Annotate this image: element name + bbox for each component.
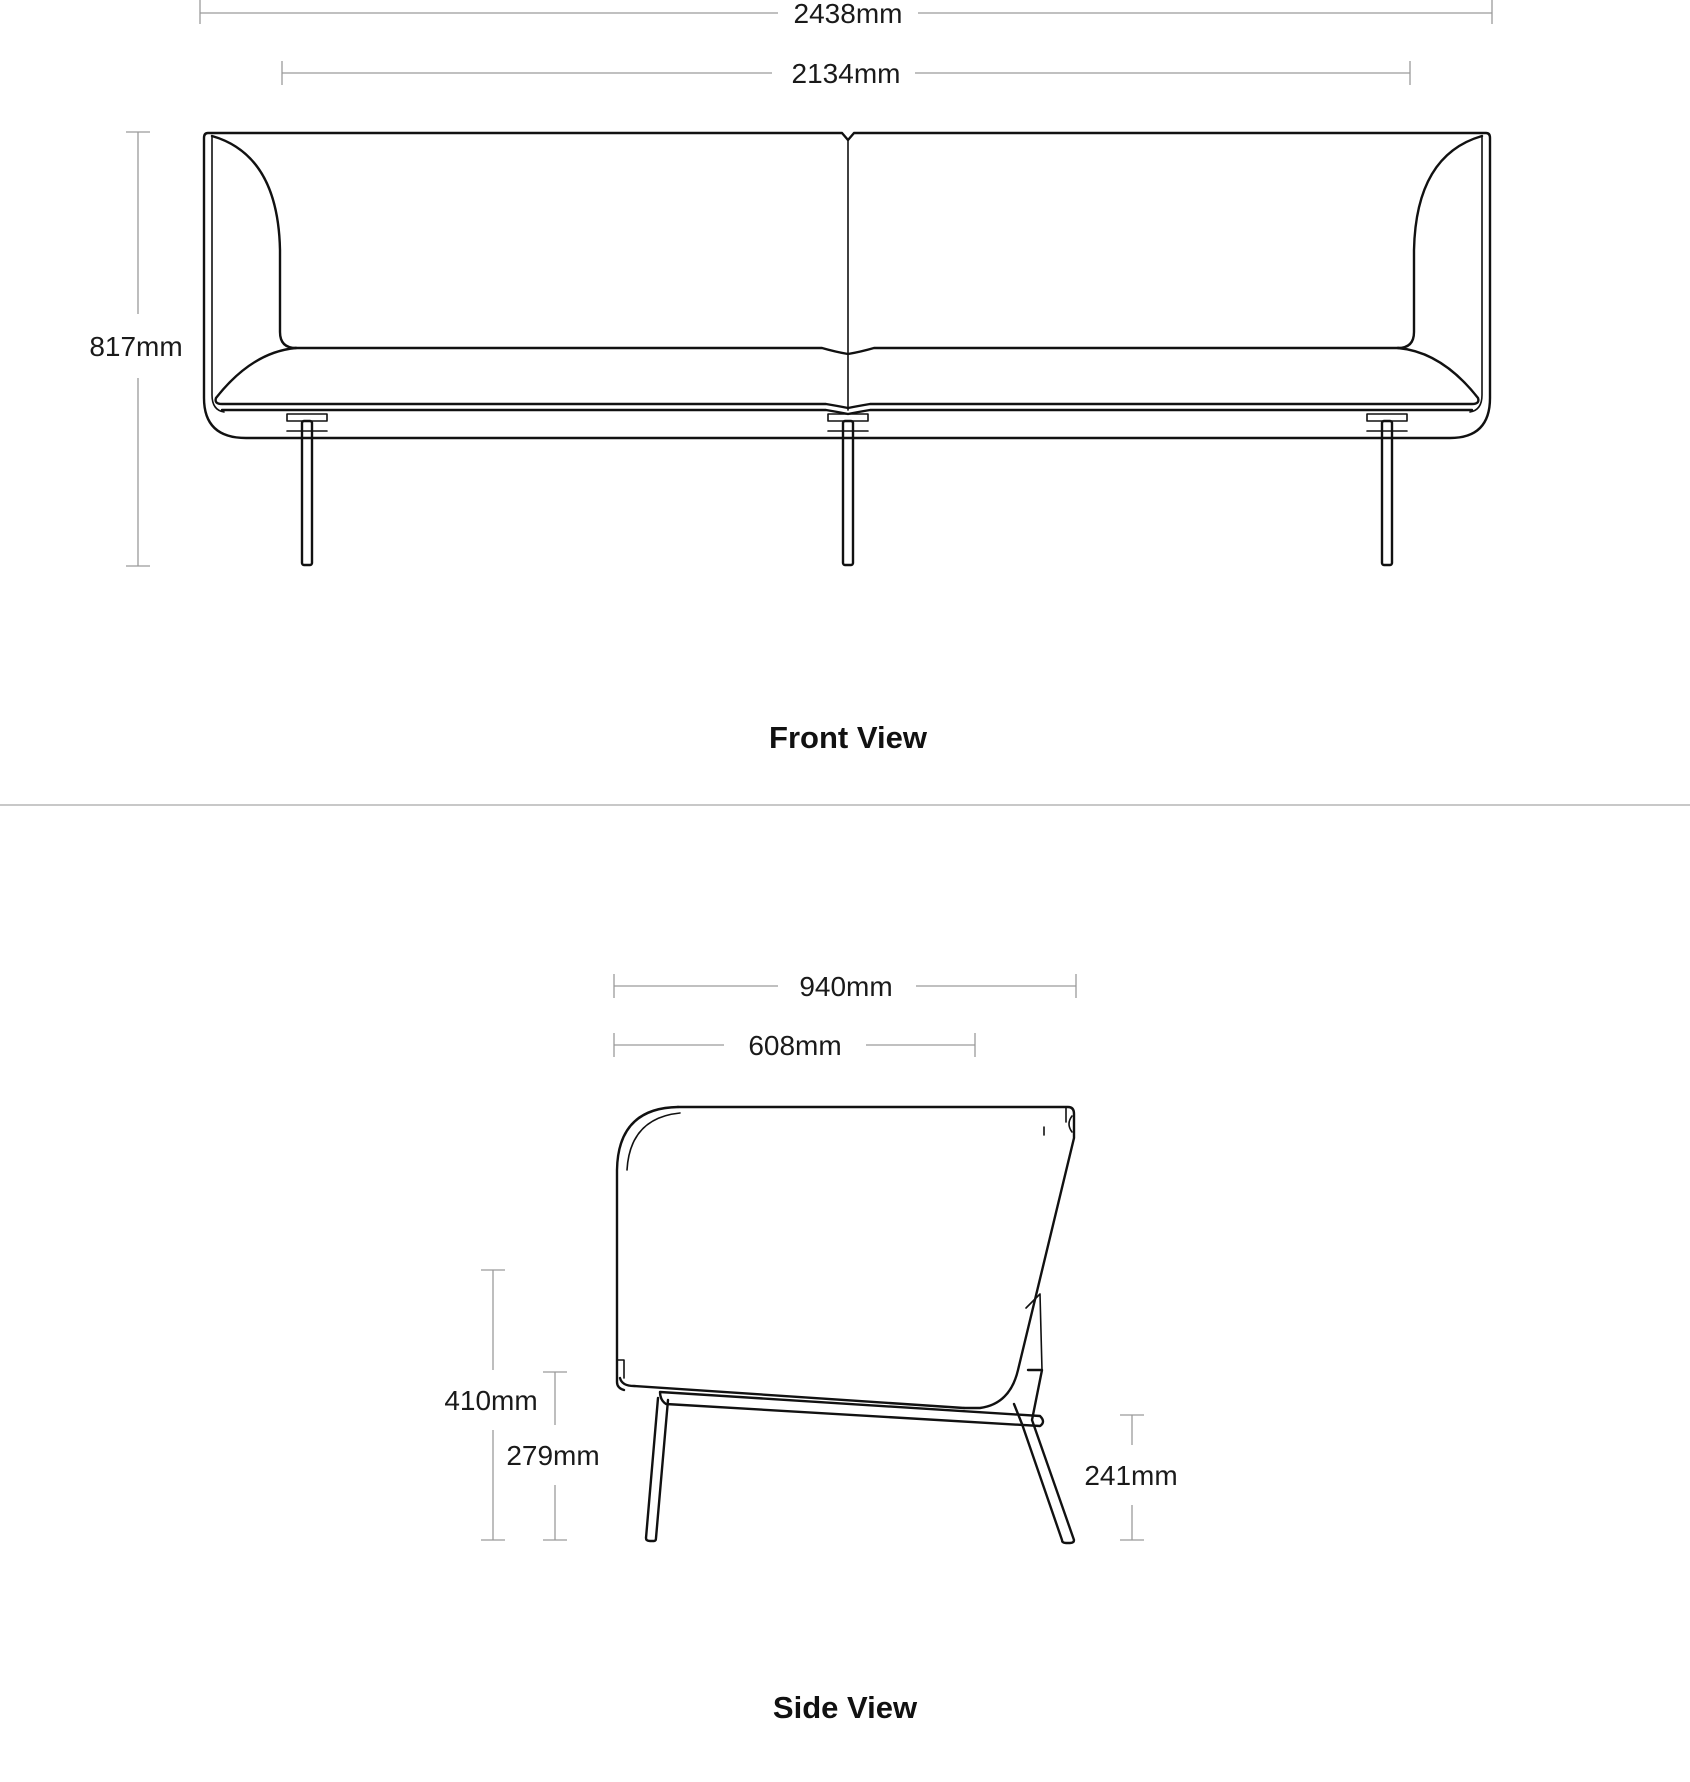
overall-height-label: 817mm (89, 331, 183, 362)
rear-leg-height-label: 241mm (1084, 1460, 1178, 1491)
sofa-front-outline (204, 133, 1490, 438)
rear-leg-height-dimension (1084, 1415, 1177, 1540)
sofa-side-outline (617, 1107, 1074, 1543)
frame-height-label: 279mm (506, 1440, 600, 1471)
overall-depth-label: 940mm (799, 971, 893, 1002)
overall-height-dimension (89, 132, 182, 566)
inner-width-dimension (282, 58, 1410, 89)
overall-width-dimension (200, 0, 1492, 29)
leg-left (287, 414, 327, 565)
seat-height-dimension (444, 1270, 537, 1540)
inner-width-label: 2134mm (791, 58, 901, 89)
front-legs (287, 414, 1407, 565)
leg-center (828, 414, 868, 565)
front-view-title: Front View (769, 720, 927, 755)
seat-height-label: 410mm (444, 1385, 538, 1416)
side-view-title: Side View (772, 1690, 918, 1725)
front-view (89, 0, 1492, 755)
seat-depth-label: 608mm (748, 1030, 842, 1061)
overall-depth-dimension (614, 971, 1076, 1002)
leg-right (1367, 414, 1407, 565)
seat-depth-dimension (614, 1030, 975, 1061)
overall-width-label: 2438mm (793, 0, 903, 29)
side-view (444, 971, 1177, 1725)
